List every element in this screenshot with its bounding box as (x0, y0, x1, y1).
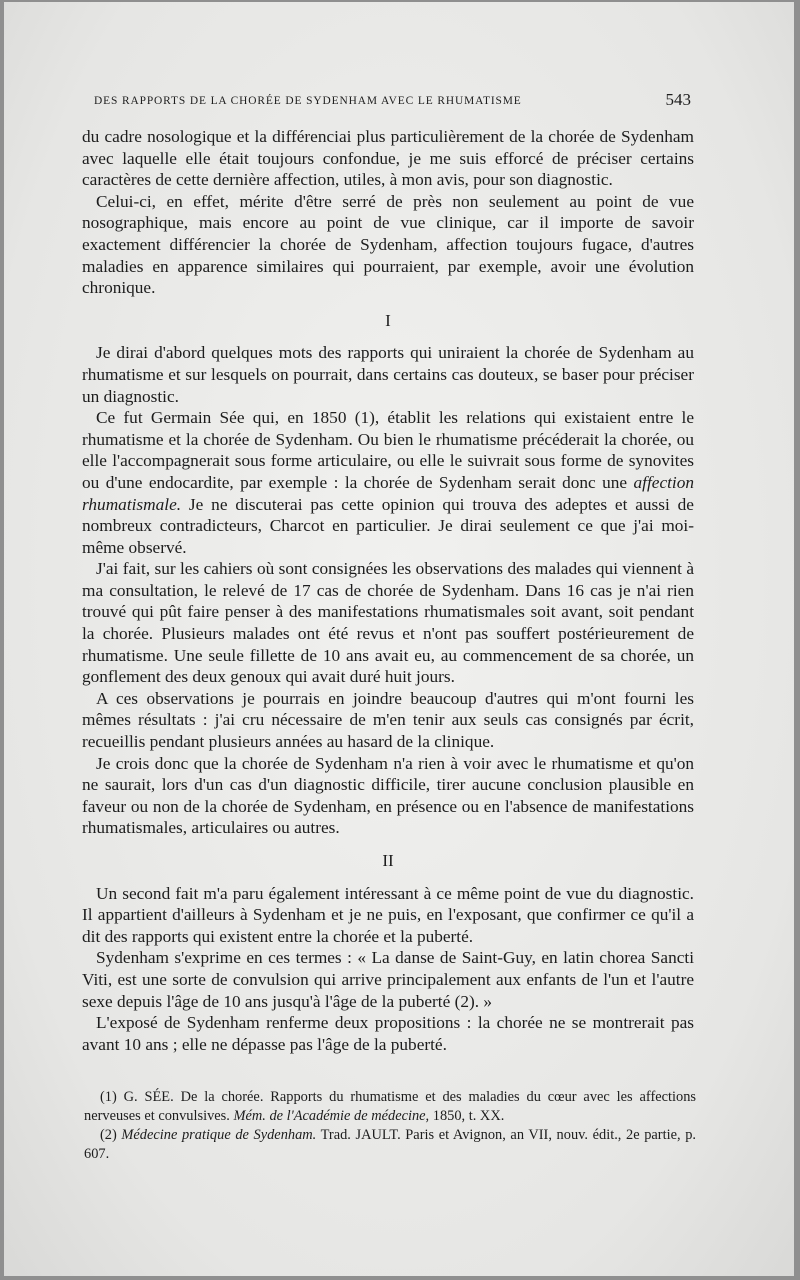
footnote-emphasis: Médecine pratique de Sydenham. (121, 1127, 317, 1143)
paragraph: A ces observations je pourrais en joindre beaucoup d'autres qui m'ont fourni les mêmes résultats : j'ai cru nécessaire de m'en tenir aux seuls cas consignés par écrit, recueillis pendant plusieurs années au hasard de la clinique. (82, 688, 694, 752)
footnote-text: Trad. JAULT. Paris et Avignon, an VII, nouv. édit., 2e partie, p. 607. (84, 1127, 696, 1162)
emphasis-text: affection rhumatismale. (82, 472, 694, 514)
paragraph: J'ai fait, sur les cahiers où sont consignées les observations des malades qui viennent à ma consultation, le relevé de 17 cas de chorée de Sydenham. Dans 16 cas je n'ai rien trouvé qui pût faire penser à des manifestations rhumatismales soit avant, soit pendant la chorée. Plusieurs malades ont été revus et n'ont pas souffert postérieurement de rhumatisme. Une seule fillette de 10 ans avait eu, au commencement de sa chorée, un gonflement des deux genoux qui avait duré huit jours. (82, 559, 694, 687)
footnote-text: (2) (100, 1127, 117, 1143)
footnote-2 (84, 1126, 696, 1164)
footnotes (84, 1088, 696, 1164)
footnote-1 (84, 1088, 696, 1126)
paragraph: L'exposé de Sydenham renferme deux propositions : la chorée ne se montrerait pas avant 10 ans ; elle ne dépasse pas l'âge de la puberté. (82, 1013, 694, 1054)
footnote-text: (1) G. SÉE. De la chorée. Rapports du rhumatisme et des maladies du cœur avec les affections nerveuses et convulsives. (84, 1089, 696, 1124)
paragraph: Je dirai d'abord quelques mots des rapports qui uniraient la chorée de Sydenham au rhumatisme et sur lesquels on pourrait, dans certains cas douteux, se baser pour préciser un diagnostic. (82, 343, 694, 406)
paragraph: Je crois donc que la chorée de Sydenham n'a rien à voir avec le rhumatisme et qu'on ne saurait, lors d'un cas d'un diagnostic difficile, tirer aucune conclusion plausible en faveur ou non de la chorée de Sydenham, en présence ou en l'absence de manifestations rhumatismales, articulaires ou autres. (82, 753, 694, 838)
main-text (82, 126, 694, 1055)
paragraph-text: Je ne discuterai pas cette opinion qui trouva des adeptes et aussi de nombreux contradicteurs, Charcot en particulier. Je dirai seulement ce que j'ai moi-même observé. (82, 494, 694, 557)
footnote-emphasis: Mém. de l'Académie de médecine, (233, 1108, 430, 1124)
paragraph: du cadre nosologique et la différenciai plus particulièrement de la chorée de Sydenham avec laquelle elle était toujours confondue, je me suis efforcé de préciser certains caractères de cette dernière affection, utiles, à mon avis, pour son diagnostic. (82, 127, 694, 190)
section-heading-1: I (385, 310, 391, 330)
book-page (4, 2, 794, 1276)
section-heading-2: II (382, 851, 394, 870)
paragraph (82, 407, 694, 558)
page-number: 543 (665, 90, 691, 109)
running-header (94, 90, 691, 112)
running-title: DES RAPPORTS DE LA CHORÉE DE SYDENHAM AVEC LE RHUMATISME (94, 95, 522, 107)
paragraph: Sydenham s'exprime en ces termes : « La danse de Saint-Guy, en latin chorea Sancti Viti, est une sorte de convulsion qui arrive principalement aux enfants de l'un et l'autre sexe depuis l'âge de 10 ans jusqu'à l'âge de la puberté (2). » (82, 948, 694, 1011)
footnote-text: 1850, t. XX. (432, 1108, 505, 1124)
paragraph: Un second fait m'a paru également intéressant à ce même point de vue du diagnostic. Il appartient d'ailleurs à Sydenham et je ne puis, en l'exposant, que confirmer ce qu'il a dit des rapports qui existent entre la chorée et la puberté. (82, 883, 694, 946)
paragraph-text: Ce fut Germain Sée qui, en 1850 (1), établit les relations qui existaient entre le rhumatisme et la chorée de Sydenham. Ou bien le rhumatisme précéderait la chorée, ou elle l'accompagnerait sous forme articulaire, ou elle le suivrait sous forme de synovites ou d'une endocardite, par exemple : la chorée de Sydenham serait donc une (82, 408, 694, 492)
paragraph: Celui-ci, en effet, mérite d'être serré de près non seulement au point de vue nosographique, mais encore au point de vue clinique, car il importe de savoir exactement différencier la chorée de Sydenham, affection toujours fugace, d'autres maladies en apparence similaires qui pourraient, par exemple, avoir une évolution chronique. (82, 191, 694, 298)
